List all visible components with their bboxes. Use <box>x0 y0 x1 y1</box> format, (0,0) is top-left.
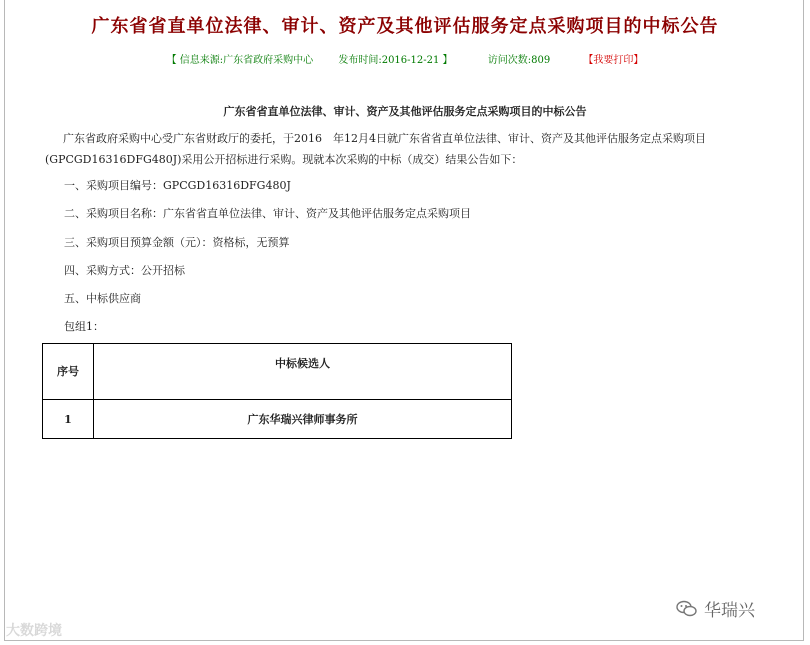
winning-supplier-heading: 五、中标供应商 <box>64 292 141 305</box>
cell-candidate: 广东华瑞兴律师事务所 <box>94 400 512 439</box>
watermark-left-text: 大数跨境 <box>6 623 62 639</box>
page-title: 广东省省直单位法律、审计、资产及其他评估服务定点采购项目的中标公告 <box>91 16 719 37</box>
project-number: 一、采购项目编号：GPCGD16316DFG480J <box>64 179 291 192</box>
meta-bar <box>0 51 810 66</box>
table-row <box>43 400 512 439</box>
watermark-right <box>676 596 755 621</box>
wechat-icon <box>676 600 698 618</box>
result-table <box>42 343 512 439</box>
publish-time: 发布时间:2016-12-21 】 <box>338 55 453 66</box>
project-budget: 三、采购项目预算金额（元）：资格标，无预算 <box>64 236 290 249</box>
header-candidate: 中标候选人 <box>94 344 512 400</box>
package-label: 包组1： <box>64 320 104 333</box>
page-frame <box>4 0 804 641</box>
document-title: 广东省省直单位法律、审计、资产及其他评估服务定点采购项目的中标公告 <box>223 105 587 118</box>
procurement-method: 四、采购方式：公开招标 <box>64 264 185 277</box>
cell-serial-number: 1 <box>43 400 94 439</box>
intro-paragraph: 广东省政府采购中心受广东省财政厅的委托，于2016 年12月4日就广东省省直单位法律、审计、资产及其他评估服务定点采购项目(GPCGD16316DFG480J)采用公开招标进行采购。现就本次采购的中标（成交）结果公告如下： <box>45 132 706 166</box>
header-serial-number: 序号 <box>43 344 94 400</box>
project-name: 二、采购项目名称：广东省省直单位法律、审计、资产及其他评估服务定点采购项目 <box>64 207 471 220</box>
watermark-left <box>6 620 62 640</box>
watermark-right-text: 华瑞兴 <box>704 601 755 621</box>
print-link[interactable]: 【我要打印】 <box>583 55 644 66</box>
visit-count: 访问次数:809 <box>487 55 551 66</box>
table-header-row <box>43 344 512 400</box>
info-source: 【 信息来源:广东省政府采购中心 <box>166 55 314 66</box>
